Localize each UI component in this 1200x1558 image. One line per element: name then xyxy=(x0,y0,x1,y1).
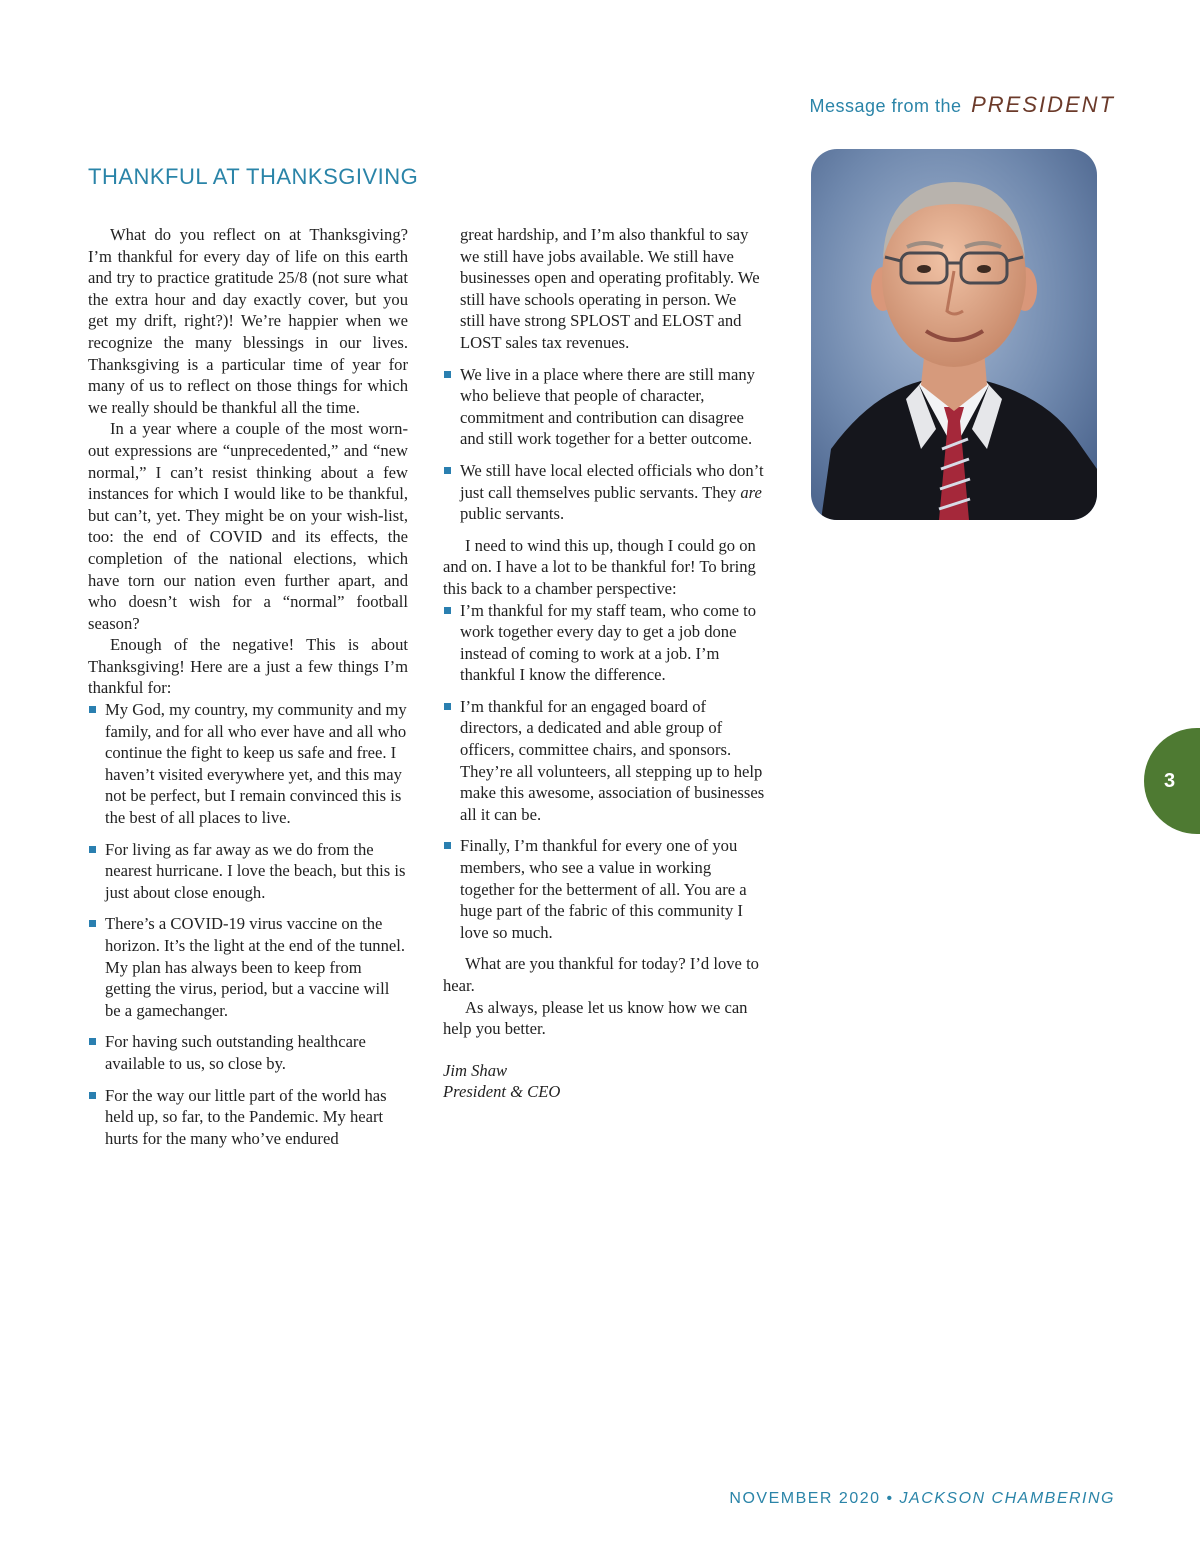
square-bullet-icon xyxy=(444,467,451,474)
list-item: I’m thankful for an engaged board of directors, a dedicated and able group of officers, committee chairs, and sponsors. They’re all volunteers, all stepping up to help make this awesome, association of businesses all it can be. xyxy=(443,696,765,826)
list-item: For having such outstanding healthcare available to us, so close by. xyxy=(88,1031,408,1074)
paragraph-unprecedented: In a year where a couple of the most worn-out expressions are “unprecedented,” and “new normal,” I can’t resist thinking about a few instances for which I would like to be thankful, but can’t, yet. They might be on your wish-list, too: the end of COVID and its effects, the completion of the national elections, which have torn our nation even further apart, and who doesn’t wish for a “normal” football season? xyxy=(88,419,408,633)
section-header xyxy=(810,92,1116,118)
list-item: For living as far away as we do from the nearest hurricane. I love the beach, but this is just about close enough. xyxy=(88,839,408,904)
signature-title: President & CEO xyxy=(443,1082,561,1102)
list-item: Finally, I’m thankful for every one of you members, who see a value in working together for the betterment of all. You are a huge part of the fabric of this community I love so much. xyxy=(443,835,765,943)
footer-separator: • xyxy=(886,1490,894,1507)
paragraph-reflect: What do you reflect on at Thanksgiving? I’m thankful for every day of life on this earth and try to practice gratitude 25/8 (not sure what the extra hour and day exactly cover, but you get my drift, right?)! We’re happier when we recognize the many blessings in our lives. Thanksgiving is a particular time of year for many of us to reflect on those things for which we really should be thankful all the time. xyxy=(88,225,408,417)
square-bullet-icon xyxy=(444,371,451,378)
signature-name: Jim Shaw xyxy=(443,1060,508,1080)
list-item: For the way our little part of the world has held up, so far, to the Pandemic. My heart hurts for the many who’ve endured xyxy=(88,1085,408,1150)
list-item: We still have local elected officials who don’t just call themselves public servants. They are public servants. xyxy=(443,460,765,525)
paragraph-enough: Enough of the negative! This is about Thanksgiving! Here are a just a few things I’m thankful for: xyxy=(88,635,408,698)
article-title: THANKFUL AT THANKSGIVING xyxy=(88,164,419,189)
square-bullet-icon xyxy=(444,842,451,849)
square-bullet-icon xyxy=(89,1038,96,1045)
bullet-list-community xyxy=(443,364,765,525)
paragraph-closing: As always, please let us know how we can help you better. xyxy=(443,997,748,1039)
section-header-emphasis: PRESIDENT xyxy=(971,92,1115,117)
list-item: There’s a COVID-19 virus vaccine on the horizon. It’s the light at the end of the tunnel. My plan has always been to keep from getting the virus, period, but a vaccine will be a gamechanger. xyxy=(88,913,408,1021)
article-column-2 xyxy=(443,224,765,1103)
section-header-prefix: Message from the xyxy=(809,96,962,116)
footer-issue: NOVEMBER 2020 xyxy=(729,1490,881,1507)
portrait-illustration xyxy=(811,149,1097,520)
square-bullet-icon xyxy=(89,706,96,713)
list-item: My God, my country, my community and my family, and for all who ever have and all who continue the fight to keep us safe and free. I haven’t visited everywhere yet, and this may not be perfect, but I remain convinced this is the best of all places to live. xyxy=(88,699,408,829)
footer-magazine-name: JACKSON CHAMBERING xyxy=(899,1490,1115,1507)
bullet-list-thankful xyxy=(88,699,408,1149)
bullet-list-chamber xyxy=(443,600,765,944)
article-column-1 xyxy=(88,224,408,1159)
page-number: 3 xyxy=(1164,769,1176,792)
paragraph-wind-up: I need to wind this up, though I could go on and on. I have a lot to be thankful for! To bring this back to a chamber perspective: xyxy=(443,535,756,598)
president-portrait-photo xyxy=(811,149,1097,520)
signature-block xyxy=(443,1060,765,1103)
page-number-tab xyxy=(1144,728,1200,834)
square-bullet-icon xyxy=(89,846,96,853)
square-bullet-icon xyxy=(89,1092,96,1099)
square-bullet-icon xyxy=(89,920,96,927)
list-item: We live in a place where there are still many who believe that people of character, commitment and contribution can disagree and still work together for a better outcome. xyxy=(443,364,765,450)
paragraph-question: What are you thankful for today? I’d love to hear. xyxy=(443,954,759,995)
list-item: I’m thankful for my staff team, who come to work together every day to get a job done instead of coming to work at a job. I’m thankful I know the difference. xyxy=(443,600,765,686)
paragraph-continued: great hardship, and I’m also thankful to say we still have jobs available. We still have businesses open and operating profitably. We still have schools operating in person. We still have strong SPLOST and ELOST and LOST sales tax revenues. xyxy=(460,225,760,352)
page-footer xyxy=(729,1490,1115,1508)
square-bullet-icon xyxy=(444,607,451,614)
square-bullet-icon xyxy=(444,703,451,710)
